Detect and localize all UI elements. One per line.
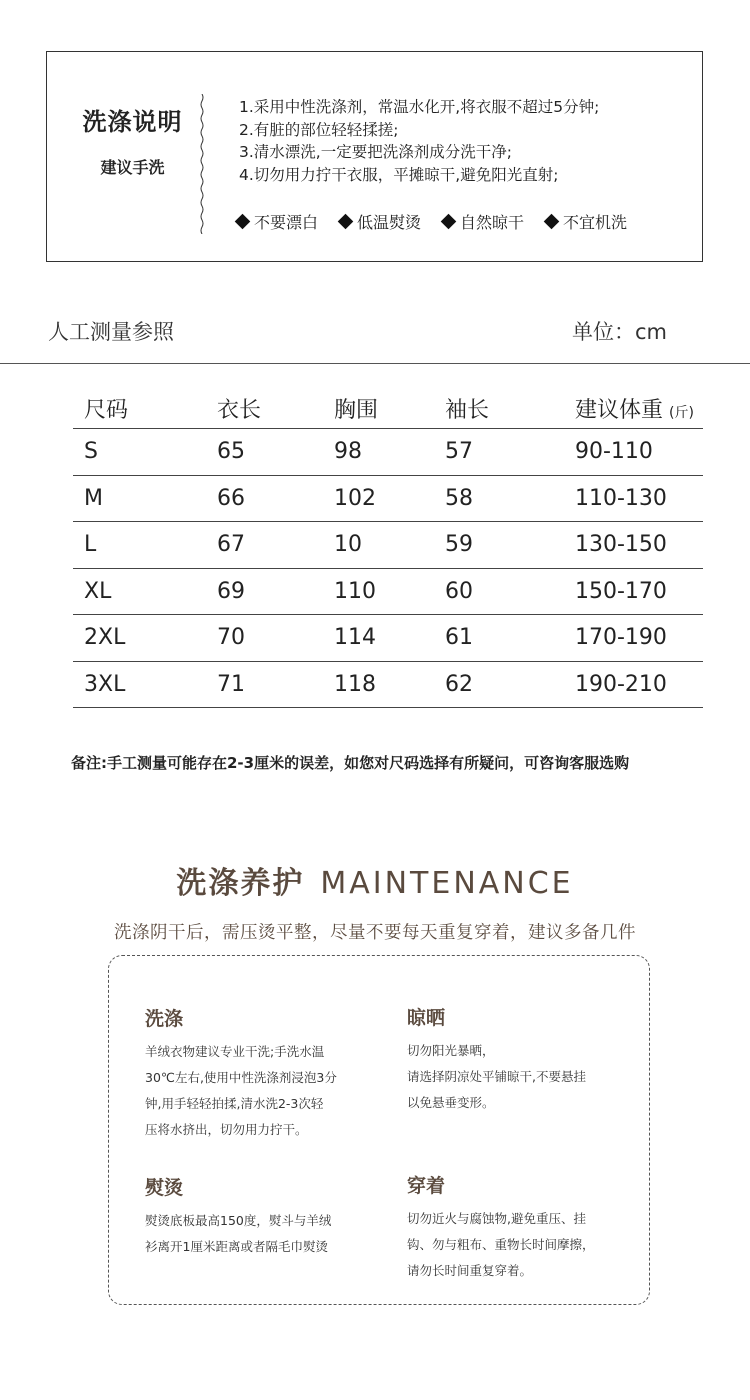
header-size: 尺码 xyxy=(84,398,129,423)
care-symbol-label: 不宜机洗 xyxy=(563,213,628,232)
table-row xyxy=(73,476,703,523)
cell-weight: 130-150 xyxy=(575,532,667,557)
wash-step: 1.采用中性洗涤剂，常温水化开,将衣服不超过5分钟; xyxy=(239,98,600,116)
wash-step: 4.切勿用力拧干衣服，平摊晾干,避免阳光直射; xyxy=(239,165,559,184)
cell-length: 71 xyxy=(217,671,245,697)
care-symbol-air-dry xyxy=(443,210,524,233)
table-row xyxy=(73,615,703,662)
care-symbol-list xyxy=(237,210,627,233)
wash-instruction-box xyxy=(46,51,703,262)
cell-chest: 102 xyxy=(334,485,376,511)
care-line: 钩、勿与粗布、重物长时间摩擦， xyxy=(407,1237,595,1252)
cell-chest: 118 xyxy=(334,671,376,697)
maintenance-title xyxy=(0,858,750,902)
care-symbol-low-iron xyxy=(340,210,421,233)
diamond-icon xyxy=(441,214,457,230)
cell-weight: 170-190 xyxy=(575,625,667,650)
header-sleeve: 袖长 xyxy=(445,398,490,423)
care-symbol-label: 自然晾干 xyxy=(460,213,525,232)
wash-subtitle: 建议手洗 xyxy=(100,158,165,177)
table-row xyxy=(73,429,703,476)
diamond-icon xyxy=(235,214,251,230)
cell-weight: 110-130 xyxy=(575,485,667,511)
care-symbol-label: 低温熨烫 xyxy=(357,213,422,232)
care-line: 切勿近火与腐蚀物,避免重压、挂 xyxy=(407,1211,586,1226)
measurement-title: 人工测量参照 xyxy=(48,320,174,344)
maintenance-title-en: MAINTENANCE xyxy=(320,866,574,901)
header-weight xyxy=(575,393,694,424)
cell-length: 66 xyxy=(217,485,245,511)
care-line: 钟,用手轻轻拍揉,清水洗2-3次轻 xyxy=(145,1096,324,1111)
wavy-divider xyxy=(200,94,204,234)
cell-length: 65 xyxy=(217,439,245,464)
care-heading: 晾晒 xyxy=(407,1007,446,1029)
cell-size: XL xyxy=(84,578,112,604)
cell-size: 2XL xyxy=(84,625,126,650)
care-line: 30℃左右,使用中性洗涤剂浸泡3分 xyxy=(145,1070,337,1085)
cell-sleeve: 57 xyxy=(445,439,473,464)
cell-length: 67 xyxy=(217,532,245,557)
wash-step: 2.有脏的部位轻轻揉搓; xyxy=(239,120,399,139)
care-section-dry xyxy=(407,1003,622,1116)
diamond-icon xyxy=(338,214,354,230)
care-heading: 洗涤 xyxy=(145,1008,184,1030)
care-line: 熨烫底板最高150度，熨斗与羊绒 xyxy=(145,1213,332,1228)
care-line: 请选择阴凉处平铺晾干,不要悬挂 xyxy=(407,1069,586,1084)
cell-size: M xyxy=(84,485,103,511)
cell-size: L xyxy=(84,532,97,557)
measurement-unit: 单位：cm xyxy=(572,320,668,344)
cell-chest: 110 xyxy=(334,578,376,604)
care-text xyxy=(407,1206,622,1284)
care-text xyxy=(145,1208,360,1260)
cell-chest: 98 xyxy=(334,439,362,464)
care-line: 请勿长时间重复穿着。 xyxy=(407,1263,533,1278)
care-guide-box xyxy=(108,955,650,1305)
care-line: 以免悬垂变形。 xyxy=(407,1095,495,1110)
header-length: 衣长 xyxy=(217,398,262,423)
care-text xyxy=(407,1038,622,1116)
header-chest: 胸围 xyxy=(334,398,379,423)
diamond-icon xyxy=(544,214,560,230)
size-table xyxy=(73,385,703,708)
care-line: 压将水挤出，切勿用力拧干。 xyxy=(145,1122,308,1137)
care-section-wear xyxy=(407,1171,622,1284)
table-row xyxy=(73,569,703,616)
header-weight-label: 建议体重 xyxy=(575,398,664,423)
wash-steps xyxy=(239,96,599,186)
care-section-wash xyxy=(145,1004,360,1143)
cell-sleeve: 59 xyxy=(445,532,473,557)
care-heading: 熨烫 xyxy=(145,1177,184,1199)
maintenance-title-cn: 洗涤养护 xyxy=(176,866,305,901)
care-symbol-no-machine xyxy=(546,210,627,233)
cell-length: 70 xyxy=(217,625,245,650)
wash-title: 洗涤说明 xyxy=(82,108,183,136)
table-row xyxy=(73,522,703,569)
table-row xyxy=(73,662,703,709)
cell-chest: 10 xyxy=(334,532,362,557)
cell-size: 3XL xyxy=(84,671,126,697)
care-text xyxy=(145,1039,360,1143)
cell-sleeve: 62 xyxy=(445,671,473,697)
header-weight-unit: (斤) xyxy=(669,405,694,421)
cell-weight: 90-110 xyxy=(575,439,653,464)
care-heading: 穿着 xyxy=(407,1175,446,1197)
measurement-note: 备注:手工测量可能存在2-3厘米的误差，如您对尺码选择有所疑问，可咨询客服选购 xyxy=(71,754,630,772)
table-header-row xyxy=(73,385,703,429)
section-divider xyxy=(0,363,750,364)
cell-weight: 150-170 xyxy=(575,578,667,604)
cell-weight: 190-210 xyxy=(575,671,667,697)
cell-sleeve: 58 xyxy=(445,485,473,511)
care-line: 切勿阳光暴晒， xyxy=(407,1043,495,1058)
cell-sleeve: 61 xyxy=(445,625,473,650)
care-line: 羊绒衣物建议专业干洗;手洗水温 xyxy=(145,1044,325,1059)
care-line: 衫离开1厘米距离或者隔毛巾熨烫 xyxy=(145,1239,328,1254)
cell-size: S xyxy=(84,439,98,464)
care-symbol-no-bleach xyxy=(237,210,318,233)
cell-sleeve: 60 xyxy=(445,578,473,604)
care-section-iron xyxy=(145,1173,360,1260)
maintenance-subtitle: 洗涤阴干后，需压烫平整，尽量不要每天重复穿着，建议多备几件 xyxy=(114,923,636,943)
cell-length: 69 xyxy=(217,578,245,604)
cell-chest: 114 xyxy=(334,625,376,650)
care-symbol-label: 不要漂白 xyxy=(254,213,319,232)
wash-step: 3.清水漂洗,一定要把洗涤剂成分洗干净; xyxy=(239,143,512,161)
